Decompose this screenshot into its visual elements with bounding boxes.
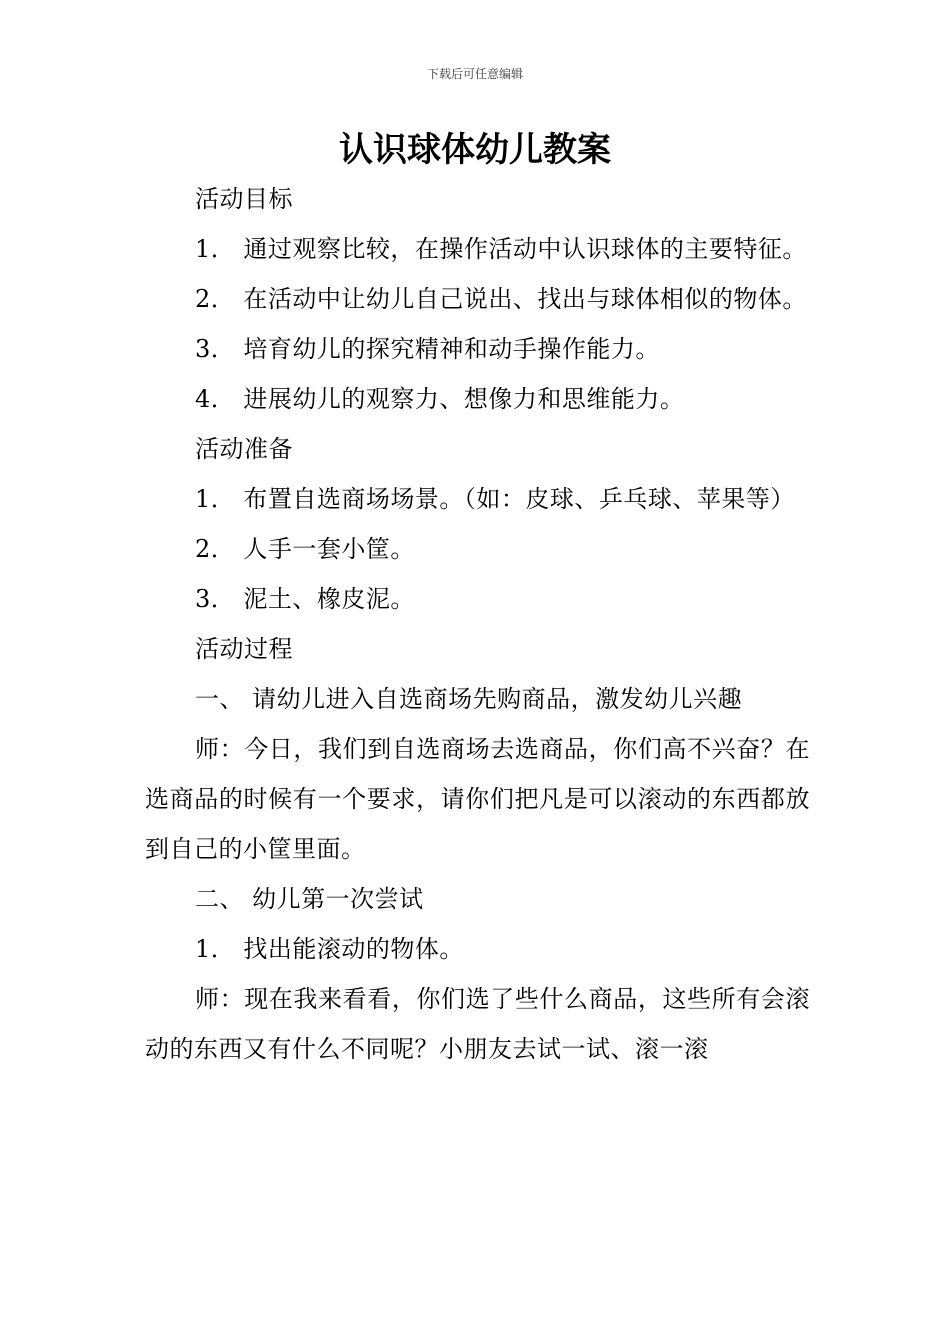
preparation-item-1: 1． 布置自选商场场景。（如：皮球、乒乓球、苹果等） (195, 485, 795, 513)
document-body (145, 174, 810, 1074)
process-substep-1: 1． 找出能滚动的物体。 (195, 935, 464, 963)
section-heading-process: 活动过程 (195, 635, 293, 663)
goal-item-4: 4． 进展幼儿的观察力、想像力和思维能力。 (195, 385, 685, 413)
section-heading-goals: 活动目标 (195, 185, 293, 213)
teacher-dialogue-1: 师：今日，我们到自选商场去选商品，你们高不兴奋？在选商品的时候有一个要求，请你们把凡是可以滚动的东西都放到自己的小筐里面。 (145, 735, 810, 863)
page-title: 认识球体幼儿教案 (339, 130, 611, 170)
header-note: 下载后可任意编辑 (426, 67, 523, 81)
goal-item-3: 3． 培育幼儿的探究精神和动手操作能力。 (195, 335, 660, 363)
preparation-item-3: 3． 泥土、橡皮泥。 (195, 585, 415, 613)
teacher-dialogue-2: 师：现在我来看看，你们选了些什么商品，这些所有会滚动的东西又有什么不同呢？小朋友去试一试、滚一滚 (145, 985, 810, 1063)
preparation-item-2: 2． 人手一套小筐。 (195, 535, 415, 563)
section-heading-preparation: 活动准备 (195, 435, 293, 463)
process-step-2: 二、 幼儿第一次尝试 (195, 885, 424, 913)
process-step-1: 一、 请幼儿进入自选商场先购商品，激发幼儿兴趣 (195, 685, 743, 713)
goal-item-1: 1． 通过观察比较，在操作活动中认识球体的主要特征。 (195, 235, 807, 263)
goal-item-2: 2． 在活动中让幼儿自己说出、找出与球体相似的物体。 (195, 285, 807, 313)
